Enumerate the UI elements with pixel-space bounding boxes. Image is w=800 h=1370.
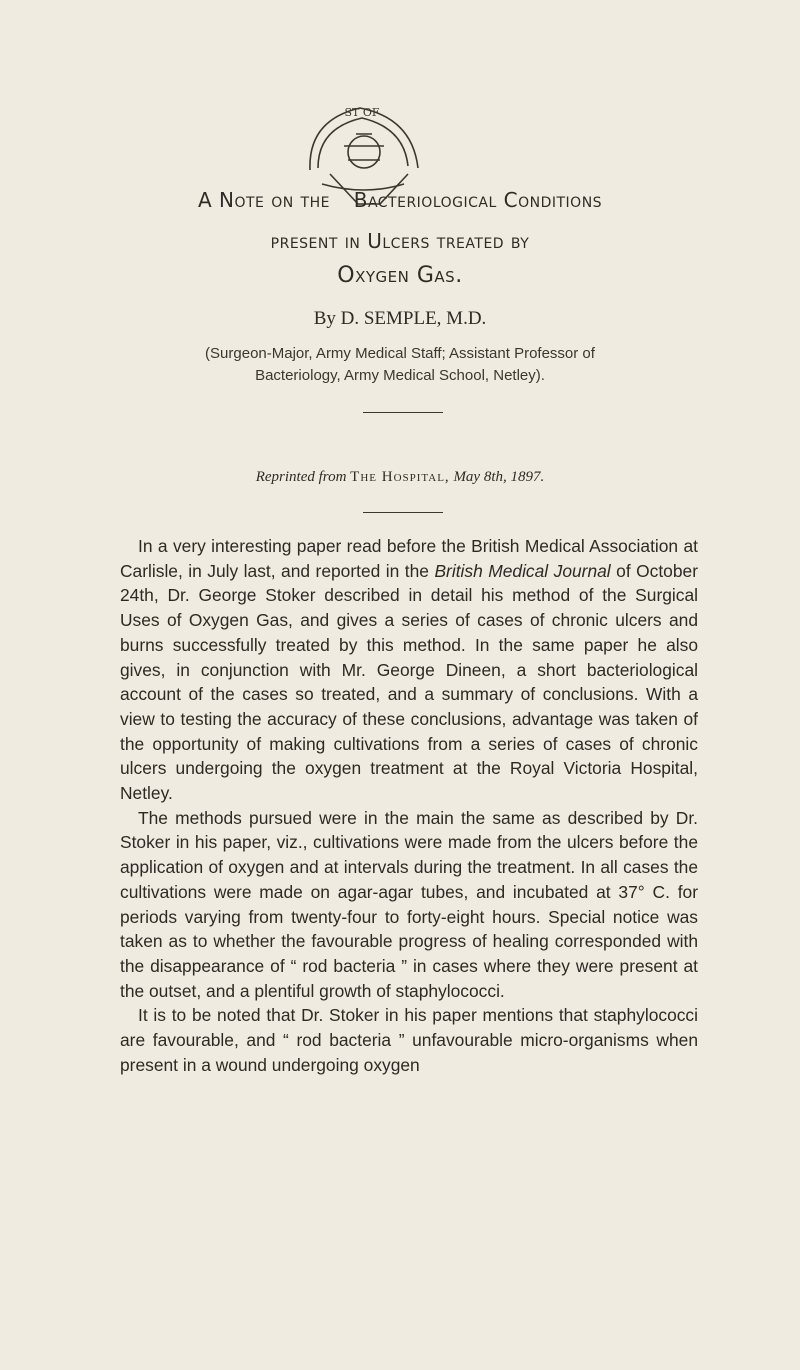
paragraph-3: It is to be noted that Dr. Stoker in his paper mentions that staphylococci are favourable, and “ rod bacteria ” unfavourable micro-organisms when present in a wound undergoing oxygen [120,1005,698,1075]
title-line-1 [0,188,800,212]
article-body [120,534,698,1077]
paragraph-1: In a very interesting paper read before the British Medical Association at Carlisle, in July last, and reported in the British Medical Journal of October 24th, Dr. George Stoker described in detail his method of the Surgical Uses of Oxygen Gas, and gives a series of cases of chronic ulcers and burns successfully treated by this method. In the same paper he also gives, in conjunction with Mr. George Dineen, a short bacteriological account of the cases so treated, and a summary of conclusions. With a view to testing the accuracy of these conclusions, advantage was taken of the opportunity of making cultivations from a series of cases of chronic ulcers undergoing the oxygen treatment at the Royal Victoria Hospital, Netley. [120,536,698,804]
title-line-2: present in Ulcers treated by [270,229,530,253]
title-part-a: A Note on the [197,188,330,212]
reprint-journal: The Hospital, [350,469,450,485]
divider-top [363,412,443,413]
title-part-b: Bacteriological Conditions [353,188,603,212]
affiliation-line-2: Bacteriology, Army Medical School, Netley). [255,367,545,384]
paragraph-2: The methods pursued were in the main the same as described by Dr. Stoker in his paper, viz., cultivations were made from the ulcers before the application of oxygen and at intervals during the treatment. In all cases the cultivations were made on agar-agar tubes, and incubated at 37° C. for periods varying from twenty-four to forty-eight hours. Special notice was taken as to whether the favourable progress of healing corresponded with the disappearance of “ rod bacteria ” in cases where they were present at the outset, and a plentiful growth of staphylococci. [120,807,698,1001]
seal-text: ST OF [344,106,380,119]
reprint-prefix: Reprinted from [255,469,347,485]
journal-name: British Medical Journal [434,560,611,581]
author-byline: By D. SEMPLE, M.D. [313,308,487,329]
reprint-date: May 8th, 1897. [453,469,545,485]
divider-bottom [363,512,443,513]
affiliation-line-1: (Surgeon-Major, Army Medical Staff; Assistant Professor of [205,345,595,362]
title-line-3: Oxygen Gas. [337,263,463,288]
reprint-note [0,469,800,486]
